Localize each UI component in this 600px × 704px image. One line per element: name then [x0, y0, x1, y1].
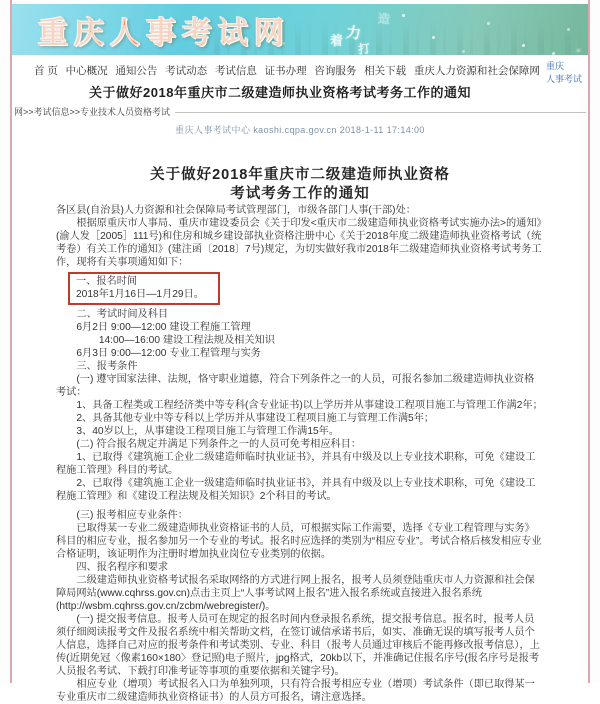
document-title	[56, 166, 544, 204]
nav-item[interactable]: 咨询服务	[314, 65, 357, 77]
document-paragraph: (一) 提交报考信息。报考人员可在规定的报名时间内登录报名系统，提交报考信息。报名时，报考人员须仔细阅读报考文件及报名系统中相关帮助文档，在签订诚信承诺书后，如实、准确无误的填写报考人员个人信息，选择自己对应的报考条件和考试类别、专业、科目（报考人员通过审核后不能再修改报考信息），上传(近期免冠〈像素160×180〉登记照)电子照片，jpg格式，20kb以下，并准确记住报名序号(报名序号是报考人员报名考试、下载打印准考证等事项的重要依据和关键字号)。	[56, 614, 540, 677]
intro-paragraph: 根据原重庆市人事局、重庆市建设委员会《关于印发<重庆市二级建造师执业资格考试实施办法>的通知》(渝人发［2005］111号)和住房和城乡建设部执业资格注册中心《关于2018年度二级建造师执业资格考试（统考卷）有关工作的通知》(建注函〔2018〕7号)规定，为切实做好我市2018年二级建造师执业资格考试考务工作，现将有关事项通知如下：	[56, 218, 542, 268]
slogan-char: 造	[377, 11, 391, 27]
breadcrumb-divider	[175, 112, 586, 113]
slogan-char: 着	[329, 32, 344, 49]
highlight-box	[68, 272, 220, 305]
highlight-line1: 一、报名时间	[76, 276, 138, 287]
document-paragraph: 四、报名程序和要求	[76, 562, 169, 573]
document-paragraph: 二、考试时间及科目	[76, 309, 169, 320]
nav-row	[12, 55, 588, 78]
source-line: 重庆人事考试中心 kaoshi.cqpa.gov.cn 2018-1-11 17:14:00	[175, 125, 425, 135]
notice-document	[12, 166, 588, 704]
document-paragraph: 2、具备其他专业中等专科以上学历并从事建设工程项目施工与管理工作满5年；	[76, 413, 435, 424]
site-banner	[12, 4, 588, 55]
document-paragraph: 14:00—16:00 建设工程法规及相关知识	[98, 335, 275, 346]
document-paragraph: 三、报考条件	[76, 361, 138, 372]
document-paragraph: 6月3日 9:00—12:00 专业工程管理与实务	[76, 348, 261, 359]
document-paragraph: 6月2日 9:00—12:00 建设工程施工管理	[76, 322, 251, 333]
nav-item[interactable]: 首 页	[34, 65, 58, 77]
document-paragraph: 1、已取得《建筑施工企业二级建造师临时执业证书》，并具有中级及以上专业技术职称，可免《建设工程施工管理》科目的考试。	[56, 452, 536, 476]
slogan-char: 打	[357, 41, 371, 57]
highlight-line2: 2018年1月16日—1月29日。	[76, 289, 204, 300]
document-paragraph: (二) 符合报名规定并满足下列条件之一的人员可免考相应科目：	[76, 439, 362, 450]
document-body	[56, 308, 544, 704]
main-nav	[34, 63, 540, 78]
document-title-line1: 关于做好2018年重庆市二级建造师执业资格	[150, 167, 450, 183]
document-title-line2: 考试考务工作的通知	[230, 186, 370, 202]
breadcrumb-row	[12, 105, 588, 118]
sparkle-decor	[402, 14, 405, 17]
nav-item[interactable]: 通知公告	[115, 65, 158, 77]
document-paragraph: (三) 报考相应专业条件：	[76, 510, 188, 521]
nav-item[interactable]: 考试动态	[165, 65, 208, 77]
document-paragraph: 已取得某一专业二级建造师执业资格证书的人员，可根据实际工作需要，选择《专业工程管理与实务》科目的相应专业，报名参加另一个专业的考试。报名时应选择的类别为“相应专业”。考试合格后核发相应专业合格证明，该证明作为注册时增加执业岗位专业类别的依据。	[56, 523, 542, 560]
breadcrumb[interactable]: 网>>考试信息>>专业技术人员资格考试	[14, 107, 171, 117]
document-paragraph: 相应专业（增项）考试报名入口为单独列项，只有符合报考相应专业（增项）考试条件（即已取得某一专业重庆市二级建造师执业资格证书）的人员方可报名，请注意选择。	[56, 679, 535, 703]
notice-heading: 关于做好2018年重庆市二级建造师执业资格考试考务工作的通知	[89, 85, 471, 100]
salutation: 各区县(自治县)人力资源和社会保障局考试管理部门，市级各部门人事(干部)处：	[56, 205, 416, 216]
nav-item[interactable]: 重庆人力资源和社会保障网	[413, 65, 540, 77]
nav-item[interactable]: 考试信息	[214, 65, 257, 77]
nav-item[interactable]: 证书办理	[264, 65, 307, 77]
site-logo: 重庆人事考试网	[38, 16, 290, 50]
corner-line2[interactable]: 人事考试	[545, 74, 582, 84]
document-paragraph: 1、具备工程类或工程经济类中等专科(含专业证书)以上学历并从事建设工程项目施工与管理工作满2年；	[76, 400, 543, 411]
document-paragraph: 2、已取得《建筑施工企业一级建造师临时执业证书》，并具有中级及以上专业技术职称，可免《建设工程施工管理》和《建设工程法规及相关知识》2个科目的考试。	[56, 478, 536, 502]
corner-site-link[interactable]	[546, 60, 582, 86]
document-paragraph: (一) 遵守国家法律、法规，恪守职业道德，符合下列条件之一的人员，可报名参加二级建造师执业资格考试：	[56, 374, 535, 398]
document-paragraph: 二级建造师执业资格考试报名采取网络的方式进行网上报名，报考人员须登陆重庆市人力资源和社会保障局网站(www.cqhrss.gov.cn)点击主页上“人事考试网上报名”进入报名系统或直接进入报名系统(http://wsbm.cqhrss.gov.cn/zcbm/webregister/)。	[56, 575, 535, 612]
slogan-char: 力	[345, 24, 362, 43]
document-paragraph: 3、40岁以上，从事建设工程项目施工与管理工作满15年。	[76, 426, 340, 437]
nav-item[interactable]: 相关下载	[364, 65, 407, 77]
nav-item[interactable]: 中心概况	[65, 65, 108, 77]
page-frame	[10, 0, 590, 703]
corner-line1[interactable]: 重庆	[545, 61, 564, 71]
